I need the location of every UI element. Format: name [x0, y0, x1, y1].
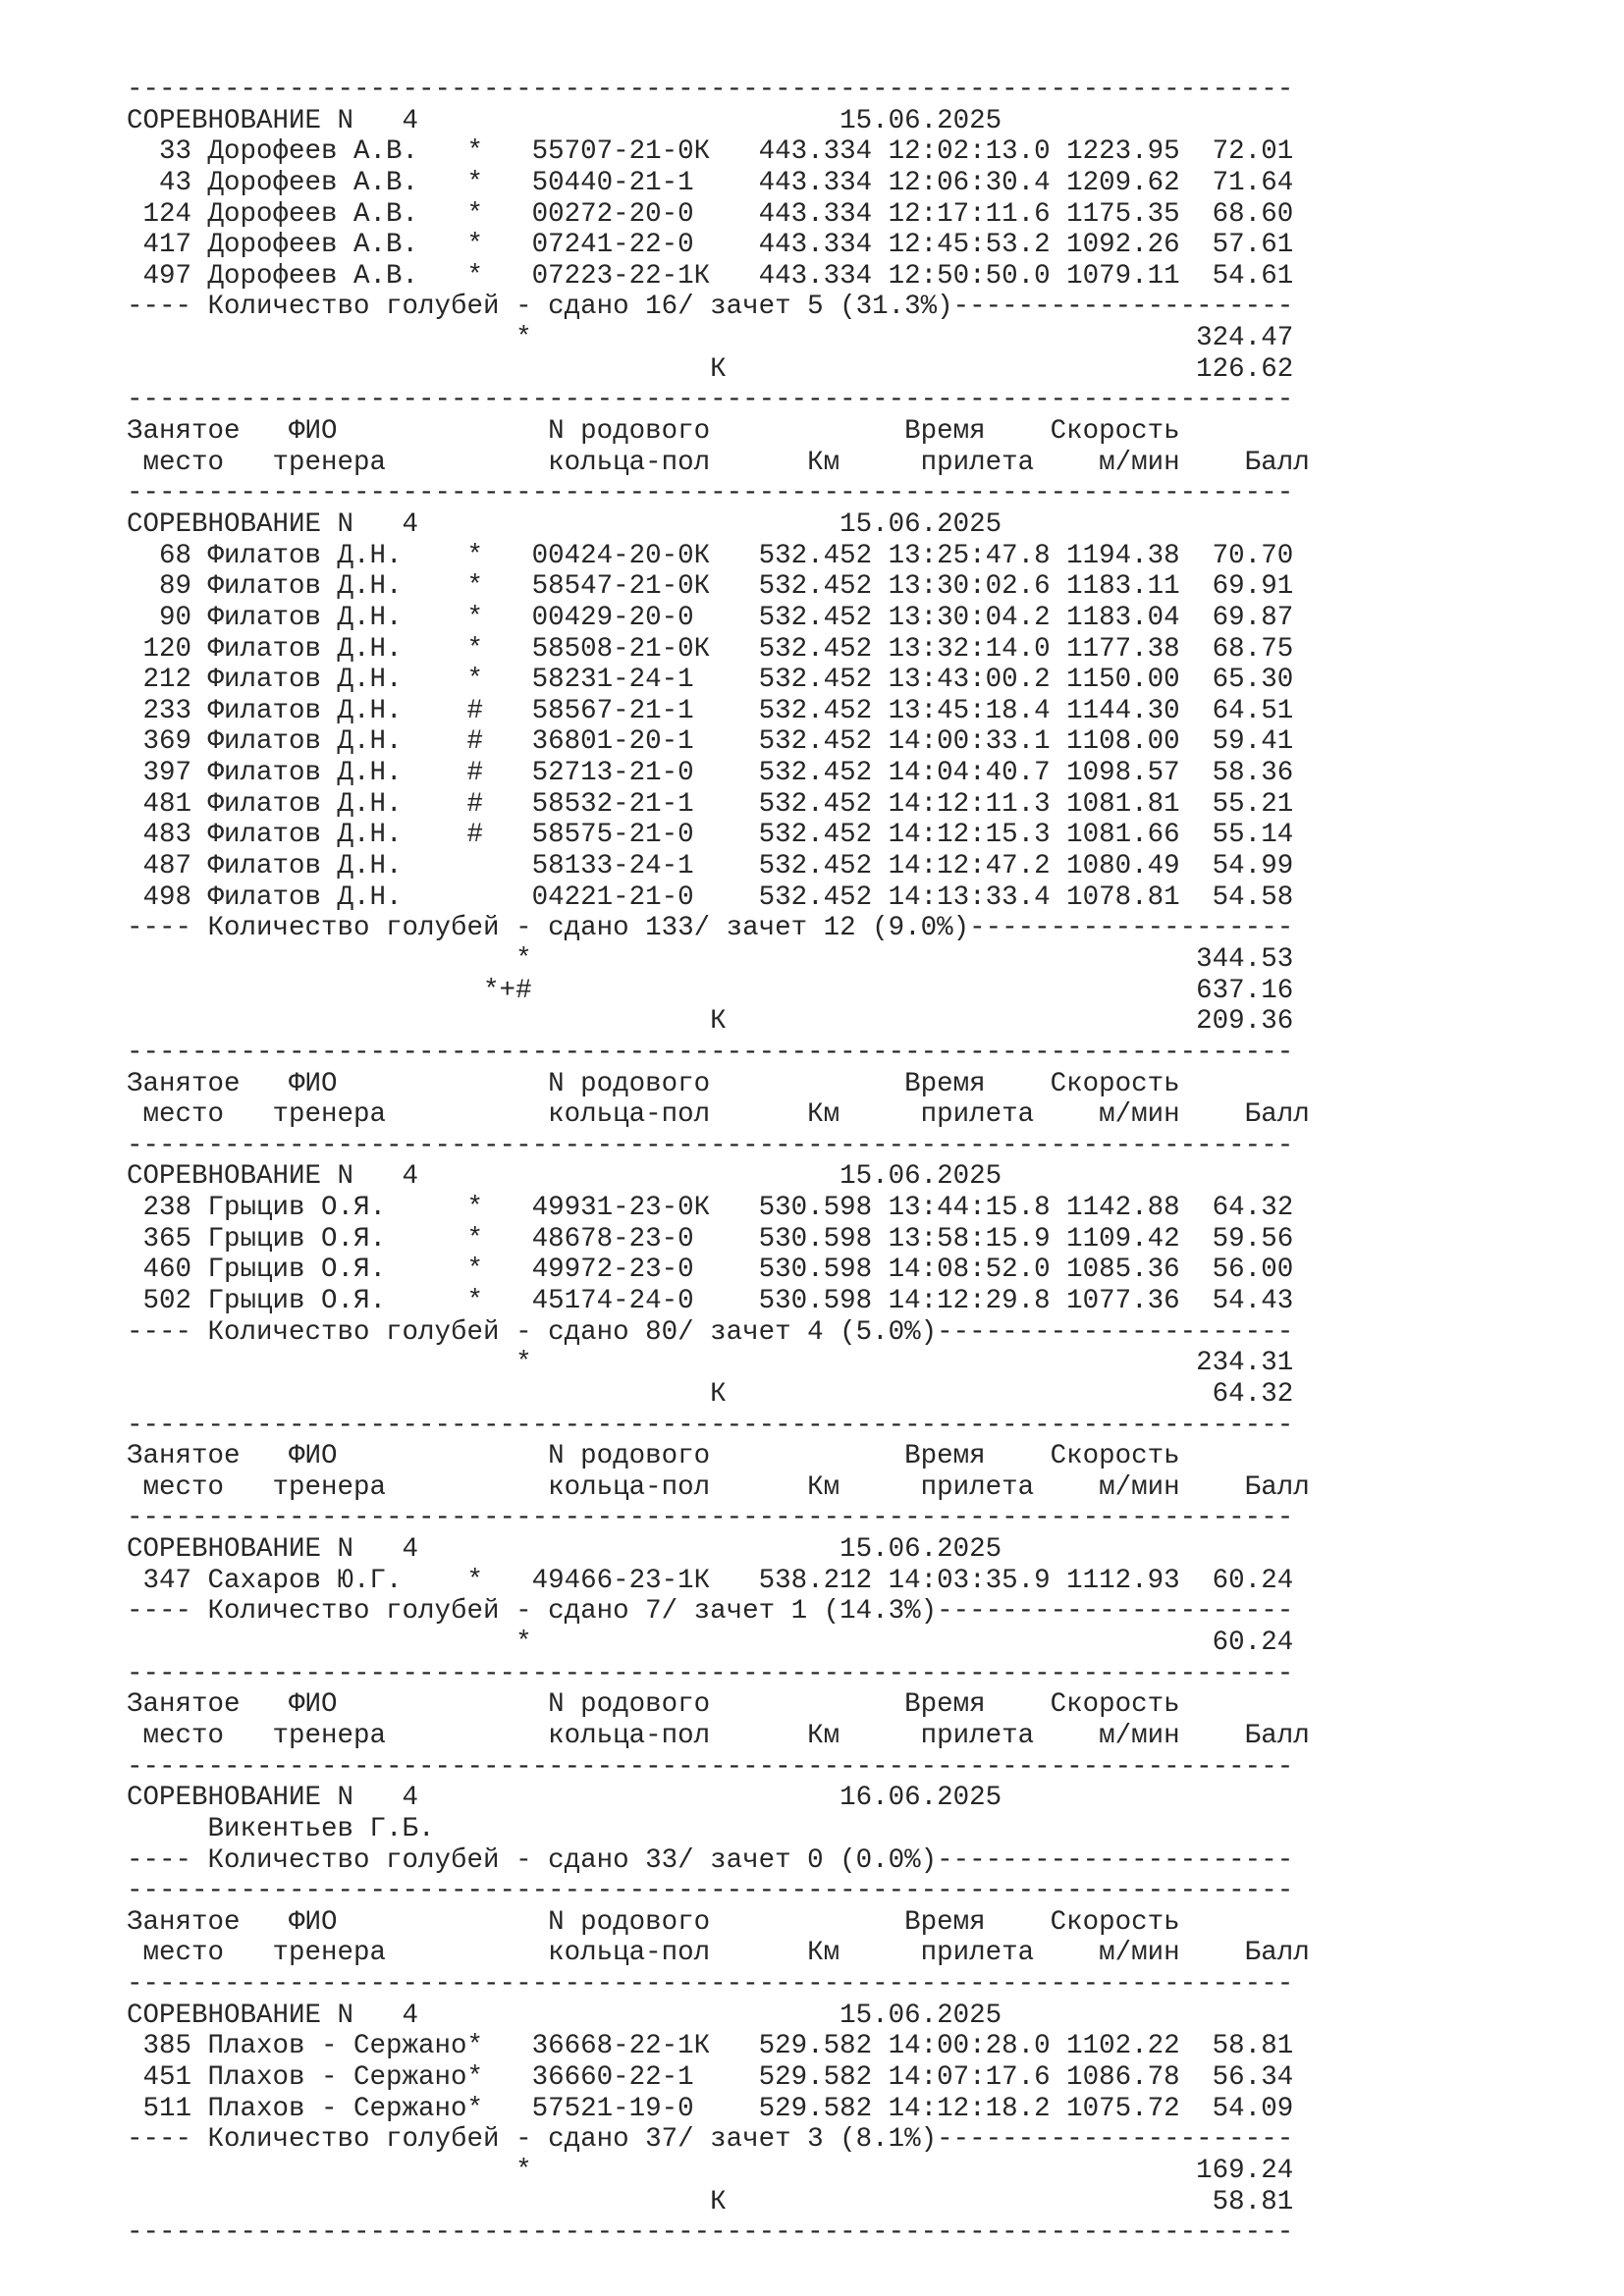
table-row: 498 Филатов Д.Н. 04221-21-0 532.452 14:13:33.4 1078.81 54.58	[127, 881, 1294, 913]
table-row: 33 Дорофеев А.В. * 55707-21-0К 443.334 12:02:13.0 1223.95 72.01	[127, 136, 1294, 168]
pigeon-count-summary: ---- Количество голубей - сдано 33/ зачет 0 (0.0%)----------------------	[127, 1844, 1294, 1876]
total-line: К 209.36	[127, 1006, 1294, 1038]
table-row: 502 Грыцив О.Я. * 45174-24-0 530.598 14:12:29.8 1077.36 54.43	[127, 1285, 1294, 1316]
total-line: К 64.32	[127, 1378, 1294, 1410]
pigeon-count-summary: ---- Количество голубей - сдано 7/ зачет 1 (14.3%)----------------------	[127, 1596, 1294, 1628]
separator-line: ------------------------------------------------------------------------	[127, 1751, 1294, 1783]
column-header: место тренера кольца-пол Км прилета м/мин Балл	[127, 1938, 1310, 1969]
table-row: 487 Филатов Д.Н. 58133-24-1 532.452 14:12:47.2 1080.49 54.99	[127, 851, 1294, 882]
table-row: 481 Филатов Д.Н. # 58532-21-1 532.452 14:12:11.3 1081.81 55.21	[127, 788, 1294, 820]
column-header: место тренера кольца-пол Км прилета м/мин Балл	[127, 1471, 1310, 1503]
competition-header: СОРЕВНОВАНИЕ N 4 15.06.2025	[127, 2000, 1002, 2031]
separator-line: ------------------------------------------------------------------------	[127, 478, 1294, 509]
total-line: * 344.53	[127, 943, 1294, 975]
competition-header: СОРЕВНОВАНИЕ N 4 15.06.2025	[127, 105, 1002, 136]
separator-line: ------------------------------------------------------------------------	[127, 1658, 1294, 1689]
pigeon-count-summary: ---- Количество голубей - сдано 37/ зачет 3 (8.1%)----------------------	[127, 2124, 1294, 2156]
competition-header: СОРЕВНОВАНИЕ N 4 15.06.2025	[127, 1534, 1002, 1566]
competition-header: СОРЕВНОВАНИЕ N 4 16.06.2025	[127, 1783, 1002, 1814]
separator-line: ------------------------------------------------------------------------	[127, 1410, 1294, 1441]
total-line: К 126.62	[127, 353, 1294, 385]
column-header: Занятое ФИО N родового Время Скорость	[127, 1689, 1180, 1721]
table-row: 90 Филатов Д.Н. * 00429-20-0 532.452 13:30:04.2 1183.04 69.87	[127, 602, 1294, 633]
separator-line: ------------------------------------------------------------------------	[127, 385, 1294, 416]
table-row: 365 Грыцив О.Я. * 48678-23-0 530.598 13:58:15.9 1109.42 59.56	[127, 1223, 1294, 1255]
total-line: Викентьев Г.Б.	[127, 1813, 435, 1844]
separator-line: ------------------------------------------------------------------------	[127, 2217, 1294, 2249]
total-line: К 58.81	[127, 2186, 1294, 2217]
table-row: 347 Сахаров Ю.Г. * 49466-23-1К 538.212 14:03:35.9 1112.93 60.24	[127, 1565, 1294, 1596]
separator-line: ------------------------------------------------------------------------	[127, 1969, 1294, 2001]
competition-header: СОРЕВНОВАНИЕ N 4 15.06.2025	[127, 508, 1002, 540]
column-header: Занятое ФИО N родового Время Скорость	[127, 1068, 1180, 1099]
competition-header: СОРЕВНОВАНИЕ N 4 15.06.2025	[127, 1161, 1002, 1193]
table-row: 497 Дорофеев А.В. * 07223-22-1К 443.334 12:50:50.0 1079.11 54.61	[127, 260, 1294, 292]
separator-line: ------------------------------------------------------------------------	[127, 75, 1294, 105]
total-line: * 169.24	[127, 2155, 1294, 2186]
table-row: 68 Филатов Д.Н. * 00424-20-0К 532.452 13:25:47.8 1194.38 70.70	[127, 540, 1294, 571]
total-line: * 324.47	[127, 323, 1294, 354]
pigeon-count-summary: ---- Количество голубей - сдано 133/ зачет 12 (9.0%)--------------------	[127, 913, 1294, 944]
table-row: 238 Грыцив О.Я. * 49931-23-0К 530.598 13:44:15.8 1142.88 64.32	[127, 1193, 1294, 1224]
column-header: место тренера кольца-пол Км прилета м/мин Балл	[127, 1720, 1310, 1751]
table-row: 89 Филатов Д.Н. * 58547-21-0К 532.452 13:30:02.6 1183.11 69.91	[127, 571, 1294, 603]
table-row: 483 Филатов Д.Н. # 58575-21-0 532.452 14:12:15.3 1081.66 55.14	[127, 820, 1294, 851]
total-line: * 60.24	[127, 1628, 1294, 1659]
total-line: *+# 637.16	[127, 975, 1294, 1006]
table-row: 212 Филатов Д.Н. * 58231-24-1 532.452 13:43:00.2 1150.00 65.30	[127, 665, 1294, 696]
column-header: Занятое ФИО N родового Время Скорость	[127, 1906, 1180, 1938]
separator-line: ------------------------------------------------------------------------	[127, 1503, 1294, 1534]
total-line: * 234.31	[127, 1348, 1294, 1379]
table-row: 43 Дорофеев А.В. * 50440-21-1 443.334 12:06:30.4 1209.62 71.64	[127, 167, 1294, 198]
separator-line: ------------------------------------------------------------------------	[127, 1130, 1294, 1161]
table-row: 417 Дорофеев А.В. * 07241-22-0 443.334 12:45:53.2 1092.26 57.61	[127, 230, 1294, 261]
column-header: Занятое ФИО N родового Время Скорость	[127, 416, 1180, 448]
table-row: 451 Плахов - Сержано* 36660-22-1 529.582 14:07:17.6 1086.78 56.34	[127, 2062, 1294, 2093]
column-header: место тренера кольца-пол Км прилета м/мин Балл	[127, 1099, 1310, 1131]
table-row: 369 Филатов Д.Н. # 36801-20-1 532.452 14:00:33.1 1108.00 59.41	[127, 726, 1294, 758]
column-header: Занятое ФИО N родового Время Скорость	[127, 1441, 1180, 1472]
results-printout	[127, 75, 1310, 2249]
separator-line: ------------------------------------------------------------------------	[127, 1037, 1294, 1068]
table-row: 460 Грыцив О.Я. * 49972-23-0 530.598 14:08:52.0 1085.36 56.00	[127, 1255, 1294, 1286]
column-header: место тренера кольца-пол Км прилета м/мин Балл	[127, 447, 1310, 478]
table-row: 124 Дорофеев А.В. * 00272-20-0 443.334 12:17:11.6 1175.35 68.60	[127, 198, 1294, 230]
table-row: 397 Филатов Д.Н. # 52713-21-0 532.452 14:04:40.7 1098.57 58.36	[127, 758, 1294, 789]
table-row: 511 Плахов - Сержано* 57521-19-0 529.582 14:12:18.2 1075.72 54.09	[127, 2093, 1294, 2124]
separator-line: ------------------------------------------------------------------------	[127, 1876, 1294, 1907]
table-row: 233 Филатов Д.Н. # 58567-21-1 532.452 13:45:18.4 1144.30 64.51	[127, 695, 1294, 726]
table-row: 385 Плахов - Сержано* 36668-22-1К 529.582 14:00:28.0 1102.22 58.81	[127, 2031, 1294, 2062]
pigeon-count-summary: ---- Количество голубей - сдано 16/ зачет 5 (31.3%)---------------------	[127, 292, 1294, 323]
table-row: 120 Филатов Д.Н. * 58508-21-0К 532.452 13:32:14.0 1177.38 68.75	[127, 633, 1294, 665]
pigeon-count-summary: ---- Количество голубей - сдано 80/ зачет 4 (5.0%)----------------------	[127, 1316, 1294, 1348]
